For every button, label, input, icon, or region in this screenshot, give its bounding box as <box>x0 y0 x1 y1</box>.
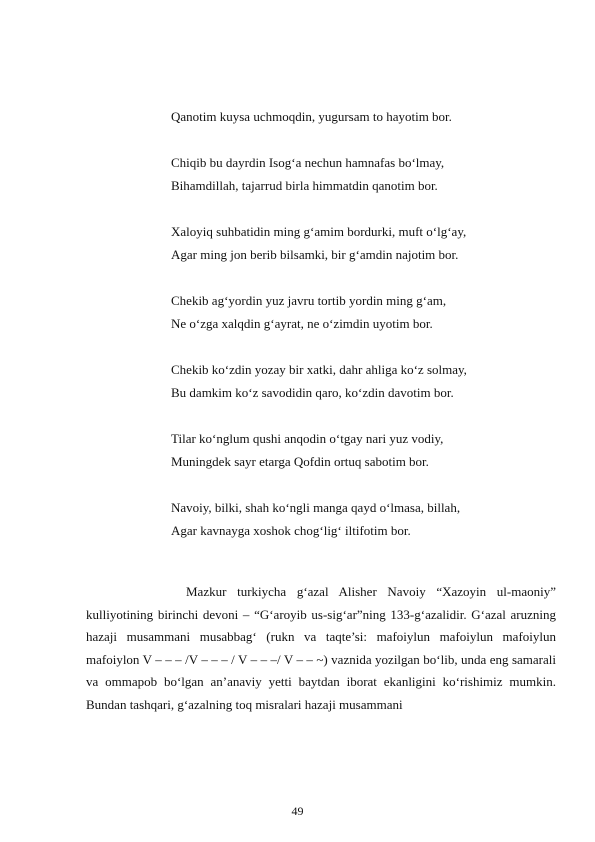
body-paragraph: Mazkur turkiycha g‘azal Alisher Navoiy “Xazoyin ul-maoniy” kulliyotining birinchi devoni – “G‘aroyib us-sig‘ar”ning 133-g‘azalidir. G‘azal aruzning hazaji musammani musabbag‘ (rukn va taqte’si: mafoiylun mafoiylun mafoiylun mafoiylon V – – – /V – – – / V – – –/ V – – ~) vaznida yozilgan bo‘lib, unda eng samarali va ommapob bo‘lgan an’anaviy yetti baytdan iborat ekanligini ko‘rishimiz mumkin. Bundan tashqari, g‘azalning toq misralari hazaji musammani <box>86 584 556 712</box>
stanza <box>171 220 467 267</box>
page-number: 49 <box>291 804 304 818</box>
poem-line: Chekib ko‘zdin yozay bir xatki, dahr ahliga ko‘z solmay, <box>171 361 467 377</box>
poem-line: Agar ming jon berib bilsamki, bir g‘amdin najotim bor. <box>171 247 459 262</box>
stanza <box>171 151 467 198</box>
stanza <box>171 496 467 543</box>
poem-line: Xaloyiq suhbatidin ming g‘amim bordurki, muft o‘lg‘ay, <box>171 223 467 239</box>
poem <box>171 105 467 565</box>
poem-line: Qanotim kuysa uchmoqdin, yugursam to hayotim bor. <box>171 109 452 124</box>
stanza <box>171 289 467 336</box>
stanza <box>171 358 467 405</box>
poem-line: Agar kavnayga xoshok chog‘lig‘ iltifotim bor. <box>171 523 411 538</box>
poem-line: Ne o‘zga xalqdin g‘ayrat, ne o‘zimdin uyotim bor. <box>171 316 433 331</box>
poem-line: Navoiy, bilki, shah ko‘ngli manga qayd o‘lmasa, billah, <box>171 499 461 515</box>
poem-line: Chiqib bu dayrdin Isog‘a nechun hamnafas bo‘lmay, <box>171 154 445 170</box>
poem-line: Muningdek sayr etarga Qofdin ortuq sabotim bor. <box>171 454 429 469</box>
poem-line: Chekib ag‘yordin yuz javru tortib yordin ming g‘am, <box>171 292 447 308</box>
stanza <box>171 427 467 474</box>
poem-line: Tilar ko‘nglum qushi anqodin o‘tgay nari yuz vodiy, <box>171 430 444 446</box>
stanza <box>171 105 467 129</box>
poem-line: Bihamdillah, tajarrud birla himmatdin qanotim bor. <box>171 178 438 193</box>
poem-line: Bu damkim ko‘z savodidin qaro, ko‘zdin davotim bor. <box>171 385 454 400</box>
